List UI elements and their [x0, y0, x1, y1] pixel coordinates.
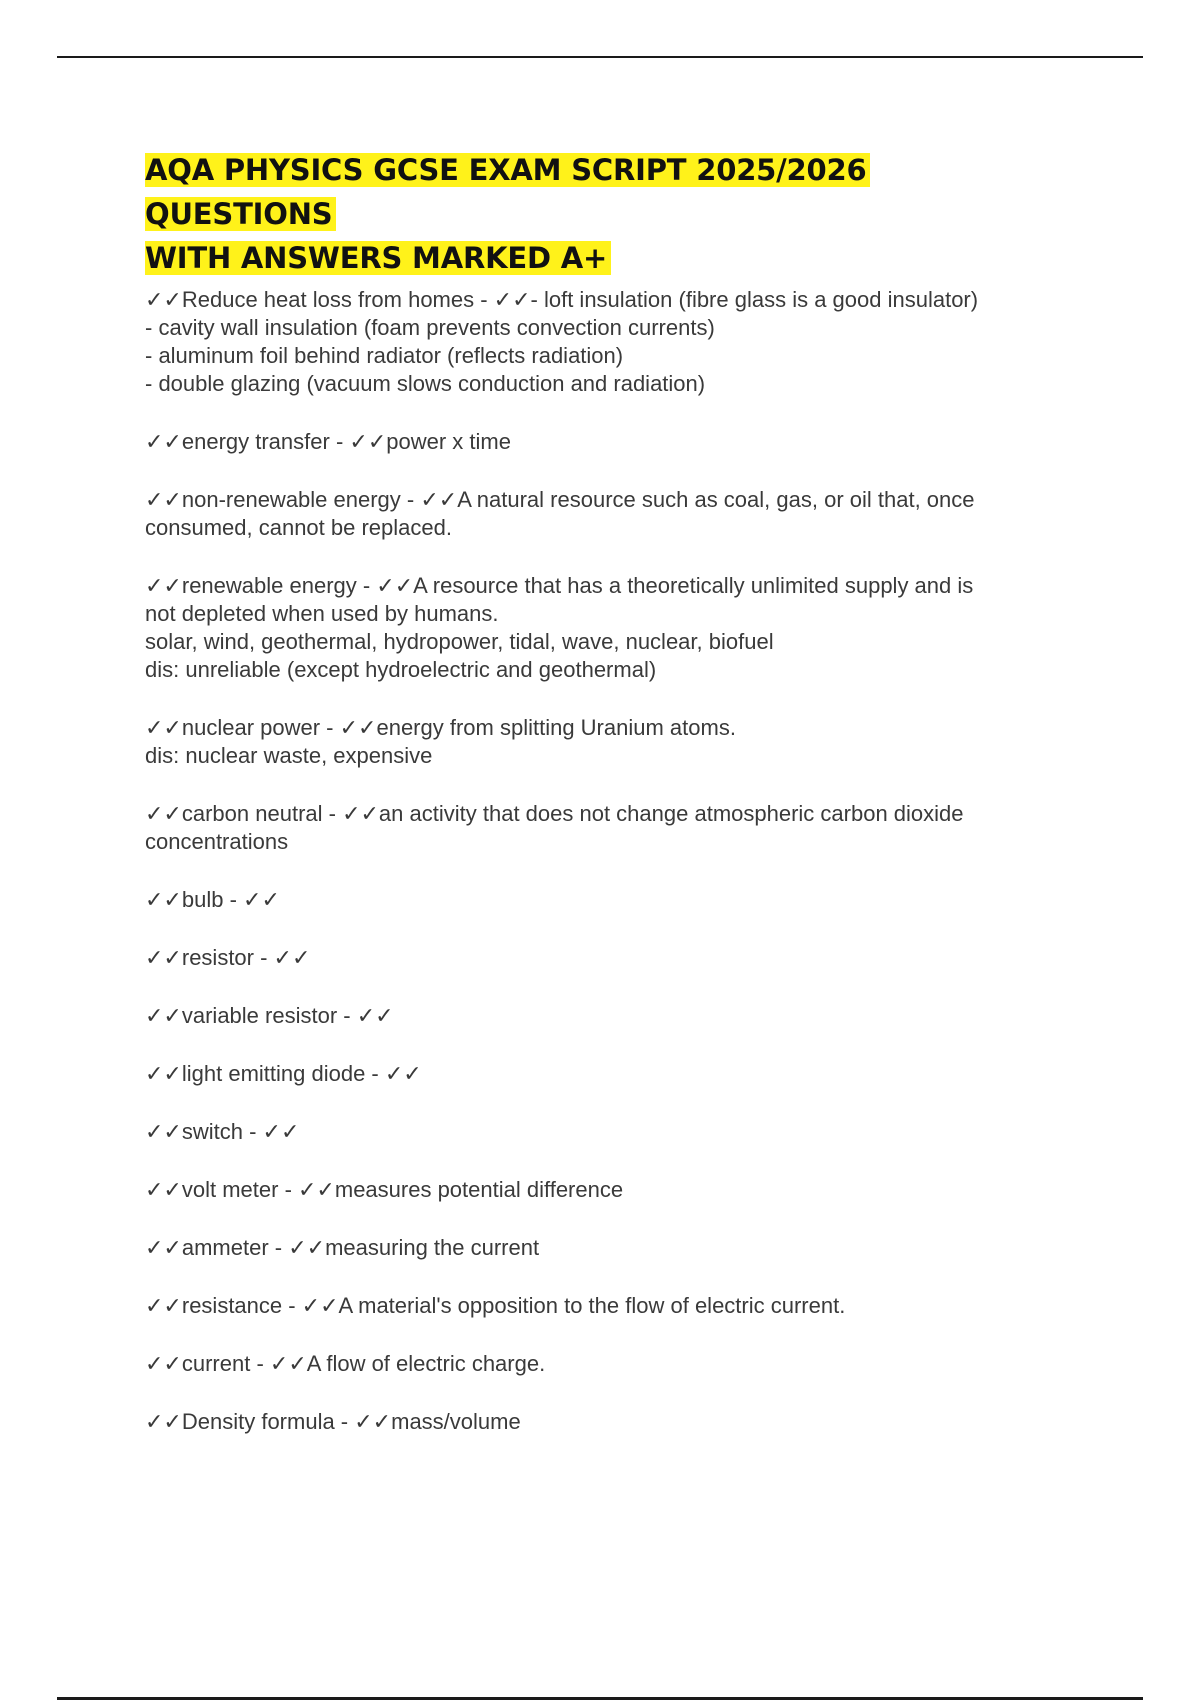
qa-entry [145, 944, 1065, 972]
qa-entry [145, 1060, 1065, 1088]
qa-entry [145, 1292, 1065, 1320]
qa-entry-list [145, 286, 1065, 1436]
qa-entry-line: ✓✓non-renewable energy - ✓✓A natural resource such as coal, gas, or oil that, once [145, 487, 975, 512]
qa-entry-line: ✓✓switch - ✓✓ [145, 1119, 300, 1144]
qa-entry-line: - double glazing (vacuum slows conduction and radiation) [145, 371, 706, 396]
qa-entry-line: consumed, cannot be replaced. [145, 515, 452, 540]
qa-entry [145, 1234, 1065, 1262]
qa-entry-line: ✓✓Reduce heat loss from homes - ✓✓- loft insulation (fibre glass is a good insulator) [145, 287, 979, 312]
qa-entry [145, 286, 1065, 398]
qa-entry-line: ✓✓nuclear power - ✓✓energy from splitting Uranium atoms. [145, 715, 736, 740]
qa-entry [145, 714, 1065, 770]
qa-entry-line: ✓✓current - ✓✓A flow of electric charge. [145, 1351, 546, 1376]
qa-entry [145, 1176, 1065, 1204]
qa-entry-line: ✓✓volt meter - ✓✓measures potential difference [145, 1177, 624, 1202]
qa-entry-line: ✓✓bulb - ✓✓ [145, 887, 280, 912]
qa-entry-line: concentrations [145, 829, 289, 854]
qa-entry-line: ✓✓resistance - ✓✓A material's opposition to the flow of electric current. [145, 1293, 846, 1318]
title-line-1: AQA PHYSICS GCSE EXAM SCRIPT 2025/2026 QUESTIONS [145, 153, 870, 231]
qa-entry-line: ✓✓variable resistor - ✓✓ [145, 1003, 394, 1028]
qa-entry [145, 1350, 1065, 1378]
qa-entry [145, 486, 1065, 542]
qa-entry [145, 800, 1065, 856]
qa-entry [145, 1408, 1065, 1436]
qa-entry [145, 572, 1065, 684]
title-line-2: WITH ANSWERS MARKED A+ [145, 241, 611, 275]
qa-entry-line: solar, wind, geothermal, hydropower, tidal, wave, nuclear, biofuel [145, 629, 774, 654]
top-rule [57, 56, 1143, 58]
qa-entry [145, 1002, 1065, 1030]
qa-entry-line: ✓✓energy transfer - ✓✓power x time [145, 429, 511, 454]
qa-entry [145, 1118, 1065, 1146]
qa-entry-line: ✓✓carbon neutral - ✓✓an activity that does not change atmospheric carbon dioxide [145, 801, 964, 826]
qa-entry-line: dis: nuclear waste, expensive [145, 743, 433, 768]
qa-entry-line: - aluminum foil behind radiator (reflects radiation) [145, 343, 624, 368]
qa-entry-line: ✓✓renewable energy - ✓✓A resource that has a theoretically unlimited supply and is [145, 573, 974, 598]
document-title [145, 148, 1065, 280]
qa-entry-line: - cavity wall insulation (foam prevents convection currents) [145, 315, 715, 340]
qa-entry-line: ✓✓light emitting diode - ✓✓ [145, 1061, 422, 1086]
qa-entry-line: ✓✓ammeter - ✓✓measuring the current [145, 1235, 540, 1260]
document-body [145, 148, 1065, 1436]
qa-entry-line: dis: unreliable (except hydroelectric and geothermal) [145, 657, 657, 682]
qa-entry [145, 886, 1065, 914]
qa-entry-line: not depleted when used by humans. [145, 601, 499, 626]
qa-entry-line: ✓✓Density formula - ✓✓mass/volume [145, 1409, 521, 1434]
qa-entry [145, 428, 1065, 456]
qa-entry-line: ✓✓resistor - ✓✓ [145, 945, 311, 970]
